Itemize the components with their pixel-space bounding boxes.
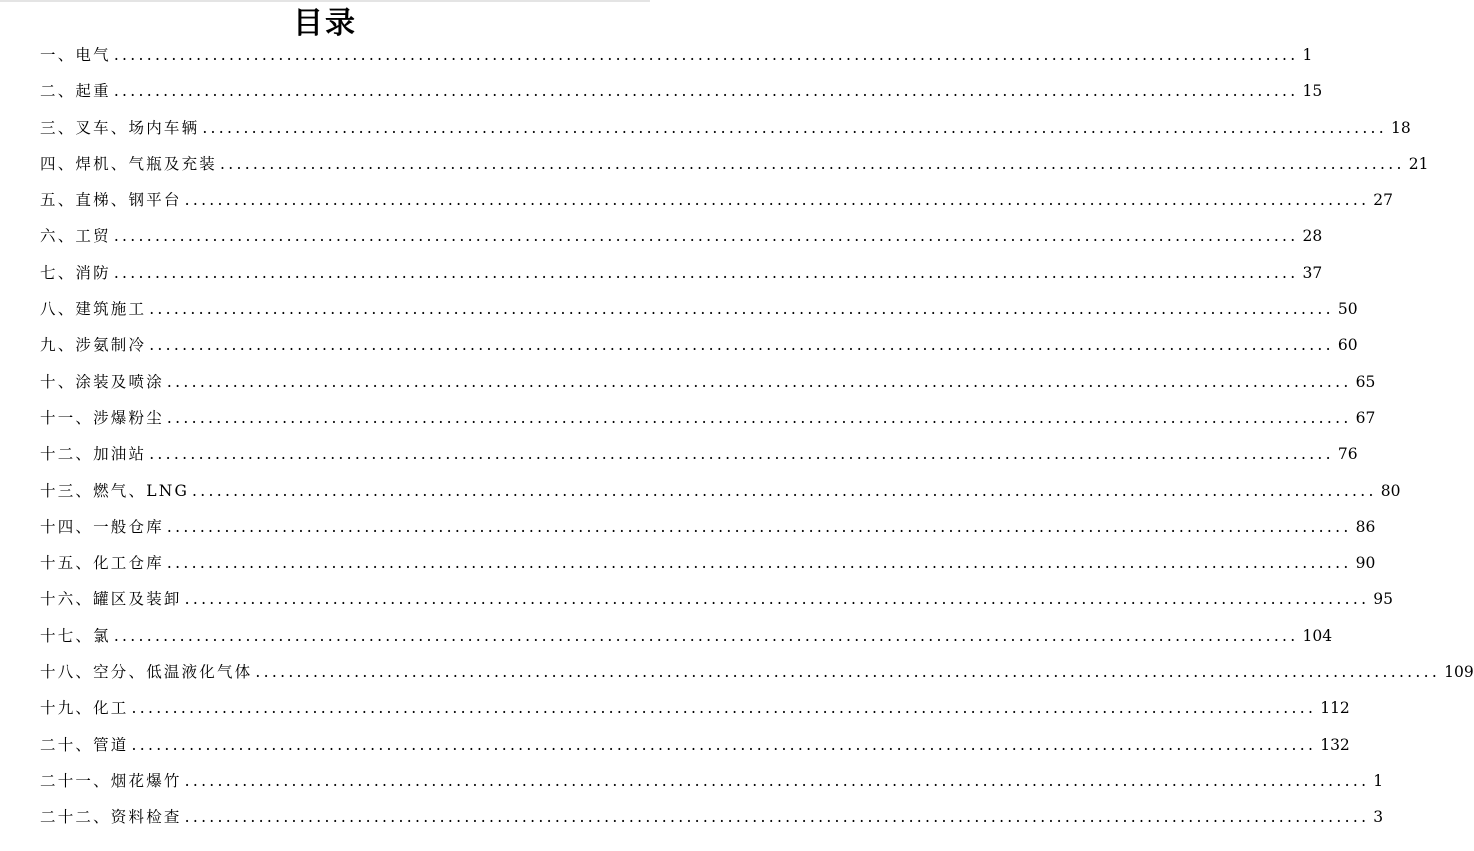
toc-entry-page-number: 1 (1302, 46, 1313, 64)
toc-leader-dots: ................................................................................................................................................ (166, 408, 1352, 427)
toc-entry[interactable] (40, 763, 1384, 799)
toc-entry-page-number: 28 (1302, 227, 1323, 246)
toc-entry-page-number: 76 (1337, 445, 1358, 464)
toc-entry[interactable] (40, 473, 1401, 509)
toc-leader-dots: ................................................................................................................................................ (202, 118, 1387, 137)
toc-leader-dots: ................................................................................................................................................ (113, 46, 1299, 64)
toc-entry-label: 十二、加油站 (40, 445, 147, 464)
toc-leader-dots: ................................................................................................................................................ (220, 154, 1405, 173)
toc-entry-page-number: 50 (1337, 300, 1358, 319)
toc-entry[interactable] (40, 73, 1323, 109)
toc-entry-label: 十七、氯 (40, 626, 111, 645)
toc-entry-page-number: 65 (1355, 372, 1376, 391)
toc-entry[interactable] (40, 618, 1333, 654)
toc-entry-label: 十九、化工 (40, 699, 129, 718)
toc-entry-label: 八、建筑施工 (40, 300, 147, 319)
toc-entry[interactable] (40, 581, 1394, 617)
toc-entry[interactable] (40, 400, 1376, 436)
toc-entry-label: 二十、管道 (40, 735, 129, 754)
toc-leader-dots: ................................................................................................................................................ (113, 227, 1299, 246)
toc-entry-page-number: 86 (1355, 517, 1376, 536)
toc-entry[interactable] (40, 146, 1429, 182)
toc-entry[interactable] (40, 690, 1350, 726)
toc-entry-label: 二十一、烟花爆竹 (40, 771, 182, 790)
toc-entry-page-number: 27 (1373, 191, 1394, 210)
toc-entry-label: 十八、空分、低温液化气体 (40, 663, 253, 682)
toc-entry-label: 三、叉车、场内车辆 (40, 118, 200, 137)
toc-entry-label: 四、焊机、气瓶及充装 (40, 154, 218, 173)
toc-leader-dots: ................................................................................................................................................ (149, 300, 1334, 319)
toc-entry-page-number: 60 (1337, 336, 1358, 355)
toc-leader-dots: ................................................................................................................................................ (113, 626, 1299, 645)
toc-entry-page-number: 104 (1302, 626, 1333, 645)
toc-entry-page-number: 3 (1373, 808, 1384, 827)
toc-entry-page-number: 1 (1373, 771, 1384, 790)
toc-entry-page-number: 132 (1320, 735, 1350, 754)
toc-entry[interactable] (40, 436, 1358, 472)
toc-leader-dots: ................................................................................................................................................ (166, 517, 1352, 536)
toc-entry[interactable] (40, 37, 1313, 73)
toc-entry-page-number: 21 (1408, 154, 1429, 173)
toc-entry[interactable] (40, 799, 1384, 835)
toc-list (40, 37, 1474, 836)
toc-entry[interactable] (40, 291, 1358, 327)
toc-entry[interactable] (40, 255, 1323, 291)
toc-leader-dots: ................................................................................................................................................ (255, 663, 1441, 682)
toc-leader-dots: ................................................................................................................................................ (113, 82, 1299, 101)
toc-entry-label: 十五、化工仓库 (40, 554, 164, 573)
toc-entry-page-number: 67 (1355, 408, 1376, 427)
toc-leader-dots: ................................................................................................................................................ (166, 372, 1352, 391)
toc-leader-dots: ................................................................................................................................................ (166, 554, 1352, 573)
toc-leader-dots: ................................................................................................................................................ (184, 590, 1370, 609)
toc-title: 目录 (293, 6, 357, 41)
toc-entry-label: 九、涉氨制冷 (40, 336, 147, 355)
page-top-border (0, 0, 650, 2)
toc-entry-page-number: 109 (1444, 663, 1474, 682)
toc-entry[interactable] (40, 545, 1376, 581)
toc-leader-dots: ................................................................................................................................................ (149, 336, 1334, 355)
toc-leader-dots: ................................................................................................................................................ (192, 481, 1377, 500)
toc-entry[interactable] (40, 218, 1323, 254)
toc-entry[interactable] (40, 727, 1350, 763)
toc-leader-dots: ................................................................................................................................................ (184, 808, 1370, 827)
toc-entry-label: 十一、涉爆粉尘 (40, 408, 164, 427)
toc-entry-page-number: 18 (1391, 118, 1411, 137)
toc-entry-page-number: 95 (1373, 590, 1394, 609)
toc-leader-dots: ................................................................................................................................................ (131, 735, 1317, 754)
toc-leader-dots: ................................................................................................................................................ (184, 191, 1370, 210)
toc-entry-label: 十四、一般仓库 (40, 517, 164, 536)
toc-entry-label: 五、直梯、钢平台 (40, 191, 182, 210)
toc-entry[interactable] (40, 654, 1474, 690)
toc-entry[interactable] (40, 327, 1358, 363)
toc-entry-label: 二、起重 (40, 82, 111, 101)
toc-entry-label: 十六、罐区及装卸 (40, 590, 182, 609)
toc-entry[interactable] (40, 110, 1411, 146)
toc-entry-label: 六、工贸 (40, 227, 111, 246)
toc-entry-label: 一、电气 (40, 46, 111, 64)
toc-entry-page-number: 15 (1302, 82, 1323, 101)
toc-entry-label: 十、涂装及喷涂 (40, 372, 164, 391)
toc-entry-page-number: 90 (1355, 554, 1376, 573)
toc-leader-dots: ................................................................................................................................................ (131, 699, 1317, 718)
toc-leader-dots: ................................................................................................................................................ (184, 771, 1370, 790)
toc-entry-label: 二十二、资料检查 (40, 808, 182, 827)
toc-leader-dots: ................................................................................................................................................ (113, 263, 1299, 282)
toc-entry-page-number: 37 (1302, 263, 1323, 282)
toc-entry[interactable] (40, 182, 1394, 218)
toc-leader-dots: ................................................................................................................................................ (149, 445, 1334, 464)
toc-entry-label: 十三、燃气、LNG (40, 481, 190, 500)
toc-entry[interactable] (40, 509, 1376, 545)
toc-entry-page-number: 112 (1320, 699, 1350, 718)
toc-entry-page-number: 80 (1380, 481, 1401, 500)
toc-entry-label: 七、消防 (40, 263, 111, 282)
toc-entry[interactable] (40, 364, 1376, 400)
